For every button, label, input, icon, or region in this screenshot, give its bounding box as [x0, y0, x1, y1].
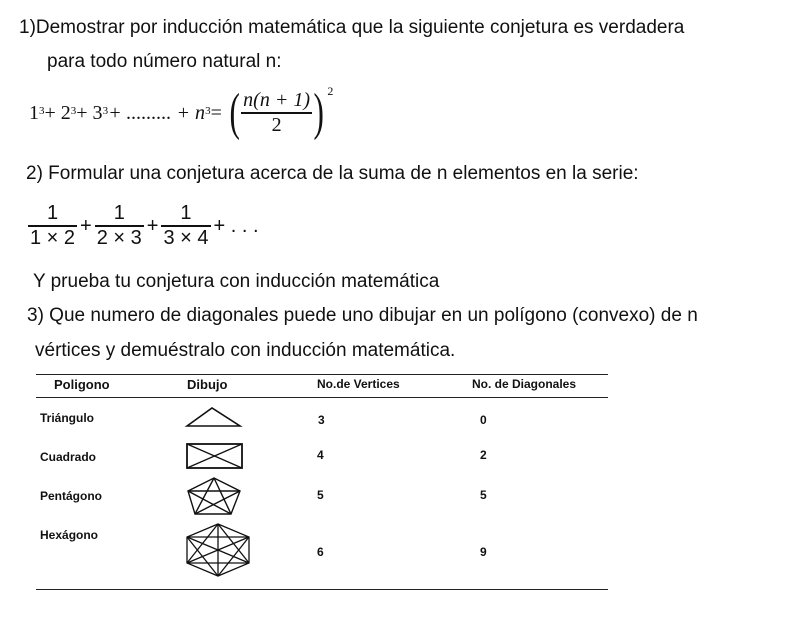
- row-diagonals-cuadrado: 2: [480, 448, 487, 462]
- formula-exp-3: 3: [102, 105, 109, 117]
- row-diagonals-hexagono: 9: [480, 545, 487, 559]
- formula-term-3: + 3: [76, 101, 103, 124]
- table-top-rule: [36, 374, 608, 375]
- series-den-1: 1 × 2: [30, 227, 76, 249]
- formula-exp-n: 3: [205, 105, 211, 117]
- series-tail: + . . .: [213, 214, 259, 237]
- question-3-text: 3) Que numero de diagonales puede uno dibujar en un polígono (convexo) de n: [27, 305, 698, 326]
- series-den-3: 3 × 4: [163, 227, 209, 249]
- header-dibujo: Dibujo: [187, 377, 228, 392]
- row-name-triangulo: Triángulo: [40, 411, 94, 425]
- series-plus-1: +: [80, 214, 92, 237]
- row-name-hexagono: Hexágono: [40, 528, 99, 542]
- row-vertices-cuadrado: 4: [317, 448, 324, 462]
- header-poligono: Poligono: [54, 377, 110, 392]
- formula-fraction: [241, 89, 312, 137]
- row-diagonals-triangulo: 0: [480, 413, 487, 427]
- pentagon-drawing: [184, 475, 244, 517]
- table-bottom-rule: [36, 589, 608, 590]
- series-fraction-2: [95, 202, 144, 250]
- header-diagonales: No. de Diagonales: [472, 377, 577, 391]
- left-paren: (: [229, 84, 240, 141]
- row-vertices-triangulo: 3: [318, 413, 325, 427]
- right-paren: ): [313, 84, 324, 141]
- formula-exp-1: 3: [39, 105, 45, 117]
- formula-term-2: + 2: [44, 101, 71, 124]
- question-1-text: 1)Demostrar por inducción matemática que la siguiente conjetura es verdadera: [19, 17, 685, 38]
- question-2-subtext: Y prueba tu conjetura con inducción matemática: [33, 271, 440, 292]
- formula-outer-exp: 2: [327, 83, 334, 98]
- row-vertices-pentagono: 5: [317, 488, 324, 502]
- rectangle-drawing: [184, 441, 246, 471]
- table-header-rule: [36, 397, 608, 398]
- series-expression: [28, 198, 259, 254]
- series-fraction-1: [28, 202, 77, 250]
- question-3-subtext: vértices y demuéstralo con inducción matemática.: [35, 340, 456, 361]
- row-name-pentagono: Pentágono: [40, 489, 102, 503]
- row-vertices-hexagono: 6: [317, 545, 324, 559]
- series-den-2: 2 × 3: [96, 227, 142, 249]
- row-diagonals-pentagono: 5: [480, 488, 487, 502]
- triangle-drawing: [184, 403, 244, 429]
- formula-term-n: + ......... + n: [108, 101, 206, 124]
- formula-equals: =: [210, 101, 222, 124]
- row-name-cuadrado: Cuadrado: [40, 450, 97, 464]
- question-1-subtext: para todo número natural n:: [47, 51, 282, 72]
- series-fraction-3: [161, 202, 210, 250]
- series-num-3: 1: [180, 202, 192, 224]
- formula-exp-2: 3: [70, 105, 77, 117]
- formula-numerator: n(n + 1): [243, 89, 310, 111]
- header-vertices: No.de Vertices: [317, 377, 400, 391]
- formula-term-1: 1: [29, 101, 39, 124]
- formula-denominator: 2: [241, 112, 312, 137]
- question-2-text: 2) Formular una conjetura acerca de la suma de n elementos en la serie:: [26, 163, 639, 184]
- series-plus-2: +: [146, 214, 159, 237]
- series-num-1: 1: [46, 202, 59, 224]
- hexagon-drawing: [182, 521, 254, 579]
- induction-formula: [29, 80, 333, 146]
- series-num-2: 1: [113, 202, 125, 224]
